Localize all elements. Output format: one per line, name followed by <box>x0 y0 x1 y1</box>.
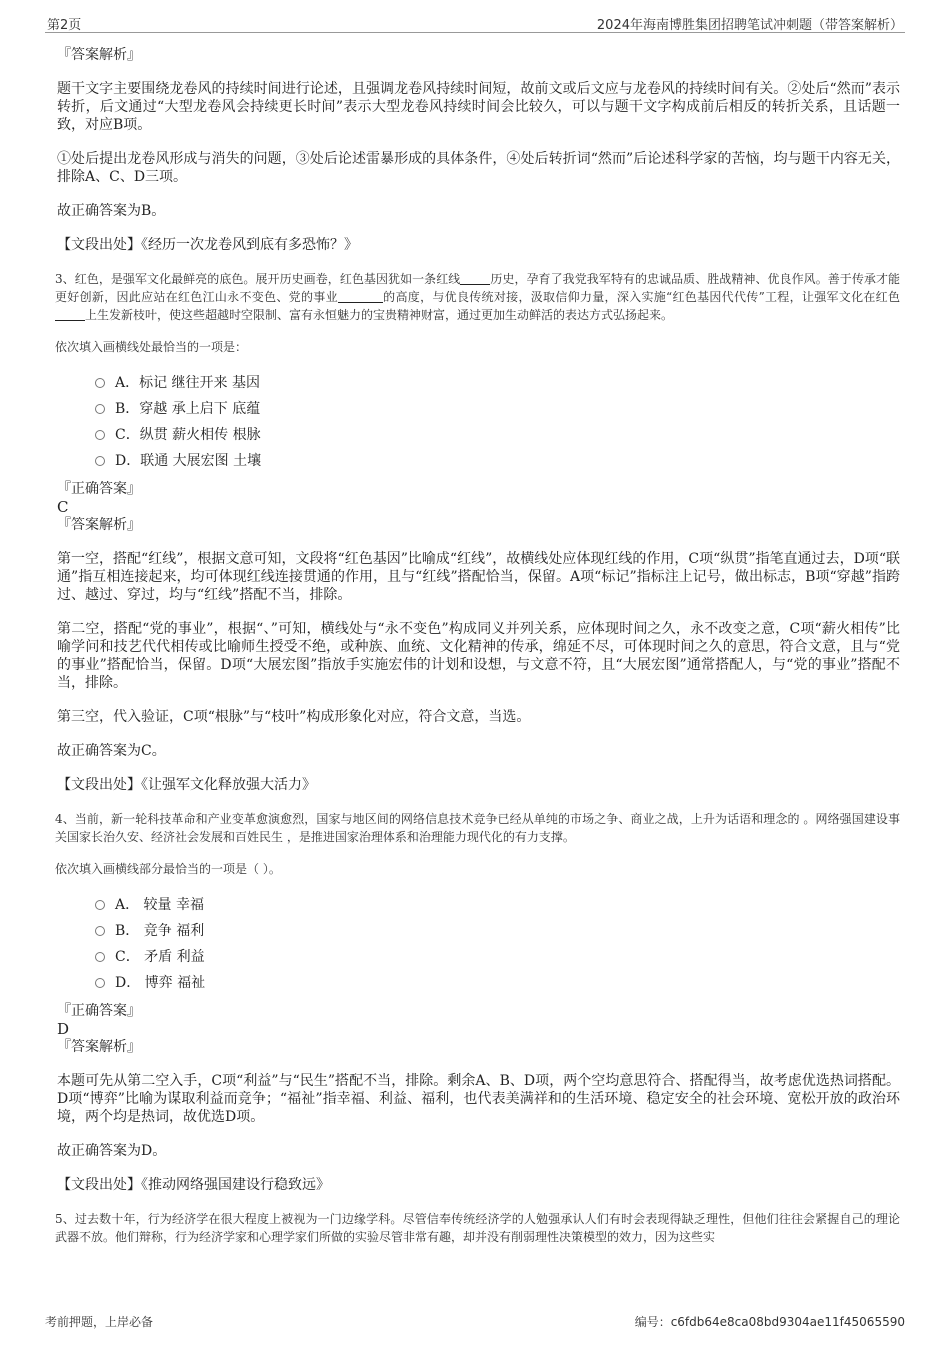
q3-option-a[interactable]: A．标记 继往开来 基因 <box>95 370 900 396</box>
radio-icon[interactable] <box>95 430 105 440</box>
q5-stem: 5、过去数十年，行为经济学在很大程度上被视为一门边缘学科。尽管信奉传统经济学的人勉强承认人们有时会表现得缺乏理性，但他们往往会紧握自己的理论武器不放。他们辩称，行为经济学家和心理学家们所做的实验尽管非常有趣，却并没有削弱理性决策模型的效力，因为这些实 <box>55 1212 900 1244</box>
q2-analysis-p2: ①处后提出龙卷风形成与消失的问题，③处后论述雷暴形成的具体条件，④处后转折词“然而”后论述科学家的苦恼，均与题干内容无关，排除A、C、D三项。 <box>57 151 900 185</box>
q3-answer: C <box>57 498 69 516</box>
radio-icon[interactable] <box>95 378 105 388</box>
document-title: 2024年海南博胜集团招聘笔试冲刺题（带答案解析） <box>596 18 903 33</box>
q3-analysis-p2: 第二空，搭配“党的事业”，根据“、”可知，横线处与“永不变色”构成同义并列关系，应体现时间之久，永不改变之意，C项“薪火相传”比喻学问和技艺代代相传或比喻师生授受不绝，或种族、血统、文化精神的传承，绵延不尽，可体现时间之久的意思，符合文意，且与“党的事业”搭配恰当，保留。D项“大展宏图”指放手实施宏伟的计划和设想，与文意不符，且“大展宏图”通常搭配人，与“党的事业”搭配不当，排除。 <box>57 621 900 691</box>
page-content <box>55 46 900 1246</box>
q4-option-d[interactable]: D． 博弈 福祉 <box>95 970 900 996</box>
q3-option-b[interactable]: B．穿越 承上启下 底蕴 <box>95 396 900 422</box>
q3-stem: 3、红色，是强军文化最鲜亮的底色。展开历史画卷，红色基因犹如一条红线 历史，孕育了我党我军特有的忠诚品质、胜战精神、优良作风。善于传承才能更好创新，因此应站在红色江山永不变色、党的事业 的高度，与优良传统对接，汲取信仰力量，深入实施“红色基因代代传”工程，让强军文化在红色上生发新枝叶，使这些超越时空限制、富有永恒魅力的宝贵精神财富，通过更加生动鲜活的表达方式弘扬起来。 <box>55 272 900 322</box>
q3-blank-3 <box>55 308 85 321</box>
q3-analysis-p3: 第三空，代入验证，C项“根脉”与“枝叶”构成形象化对应，符合文意，当选。 <box>57 709 531 725</box>
q3-prompt: 依次填入画横线处最恰当的一项是： <box>55 340 248 354</box>
radio-icon[interactable] <box>95 978 105 988</box>
radio-icon[interactable] <box>95 900 105 910</box>
q3-analysis-p1: 第一空，搭配“红线”，根据文意可知，文段将“红色基因”比喻成“红线”，故横线处应体现红线的作用，C项“纵贯”指笔直通过去，D项“联通”指互相连接起来，均可体现红线连接贯通的作用，且与“红线”搭配恰当，保留。A项“标记”指标注上记号，做出标志，B项“穿越”指跨过、越过、穿过，均与“红线”搭配不当，排除。 <box>57 551 900 603</box>
q4-conclusion: 故正确答案为D。 <box>57 1143 167 1159</box>
q3-answer-tag: 『正确答案』 <box>57 481 141 497</box>
q2-source: 【文段出处】《经历一次龙卷风到底有多恐怖？》 <box>57 237 358 253</box>
q4-stem: 4、当前，新一轮科技革命和产业变革愈演愈烈，国家与地区间的网络信息技术竞争已经从单纯的市场之争、商业之战，上升为话语和理念的 。网络强国建设事关国家长治久安、经济社会发展和百姓民生 ，是推进国家治理体系和治理能力现代化的有力支撑。 <box>55 812 900 844</box>
q4-source: 【文段出处】《推动网络强国建设行稳致远》 <box>57 1177 330 1193</box>
q3-blank-1 <box>460 272 490 285</box>
q4-analysis-tag: 『答案解析』 <box>57 1039 141 1055</box>
q4-option-b[interactable]: B． 竞争 福利 <box>95 918 900 944</box>
footer-slogan: 考前押题，上岸必备 <box>45 1315 154 1329</box>
q2-analysis-tag: 『答案解析』 <box>57 47 141 63</box>
q4-options <box>95 892 900 996</box>
q3-conclusion: 故正确答案为C。 <box>57 743 166 759</box>
page-footer <box>45 1313 905 1333</box>
radio-icon[interactable] <box>95 952 105 962</box>
q4-option-c[interactable]: C． 矛盾 利益 <box>95 944 900 970</box>
q3-option-c[interactable]: C．纵贯 薪火相传 根脉 <box>95 422 900 448</box>
q3-analysis-tag: 『答案解析』 <box>57 517 141 533</box>
q2-analysis-p1: 题干文字主要围绕龙卷风的持续时间进行论述，且强调龙卷风持续时间短，故前文或后文应与龙卷风的持续时间有关。②处后“然而”表示转折，后文通过“大型龙卷风会持续更长时间”表示大型龙卷风持续时间会比较久，可以与题干文字构成前后相反的转折关系，且话题一致，对应B项。 <box>57 81 900 133</box>
q3-option-d[interactable]: D．联通 大展宏图 土壤 <box>95 448 900 474</box>
radio-icon[interactable] <box>95 456 105 466</box>
page-header <box>45 12 905 33</box>
q4-option-a[interactable]: A． 较量 幸福 <box>95 892 900 918</box>
q4-analysis-p1: 本题可先从第二空入手，C项“利益”与“民生”搭配不当，排除。剩余A、B、D项，两个空均意思符合、搭配得当，故考虑优选热词搭配。D项“博弈”比喻为谋取利益而竞争；“福祉”指幸福、利益、福利，也代表美满祥和的生活环境、稳定安全的社会环境、宽松开放的政治环境，两个均是热词，故优选D项。 <box>57 1073 900 1125</box>
q3-source: 【文段出处】《让强军文化释放强大活力》 <box>57 777 316 793</box>
radio-icon[interactable] <box>95 926 105 936</box>
q4-prompt: 依次填入画横线部分最恰当的一项是（ ）。 <box>55 862 281 876</box>
q3-options <box>95 370 900 474</box>
q2-conclusion: 故正确答案为B。 <box>57 203 166 219</box>
document-id: 编号：c6fdb64e8ca08bd9304ae11f45065590 <box>634 1315 905 1329</box>
page-number: 第2页 <box>47 18 82 33</box>
q3-blank-2 <box>338 290 383 303</box>
q4-answer-tag: 『正确答案』 <box>57 1003 141 1019</box>
q4-answer: D <box>57 1020 70 1038</box>
radio-icon[interactable] <box>95 404 105 414</box>
